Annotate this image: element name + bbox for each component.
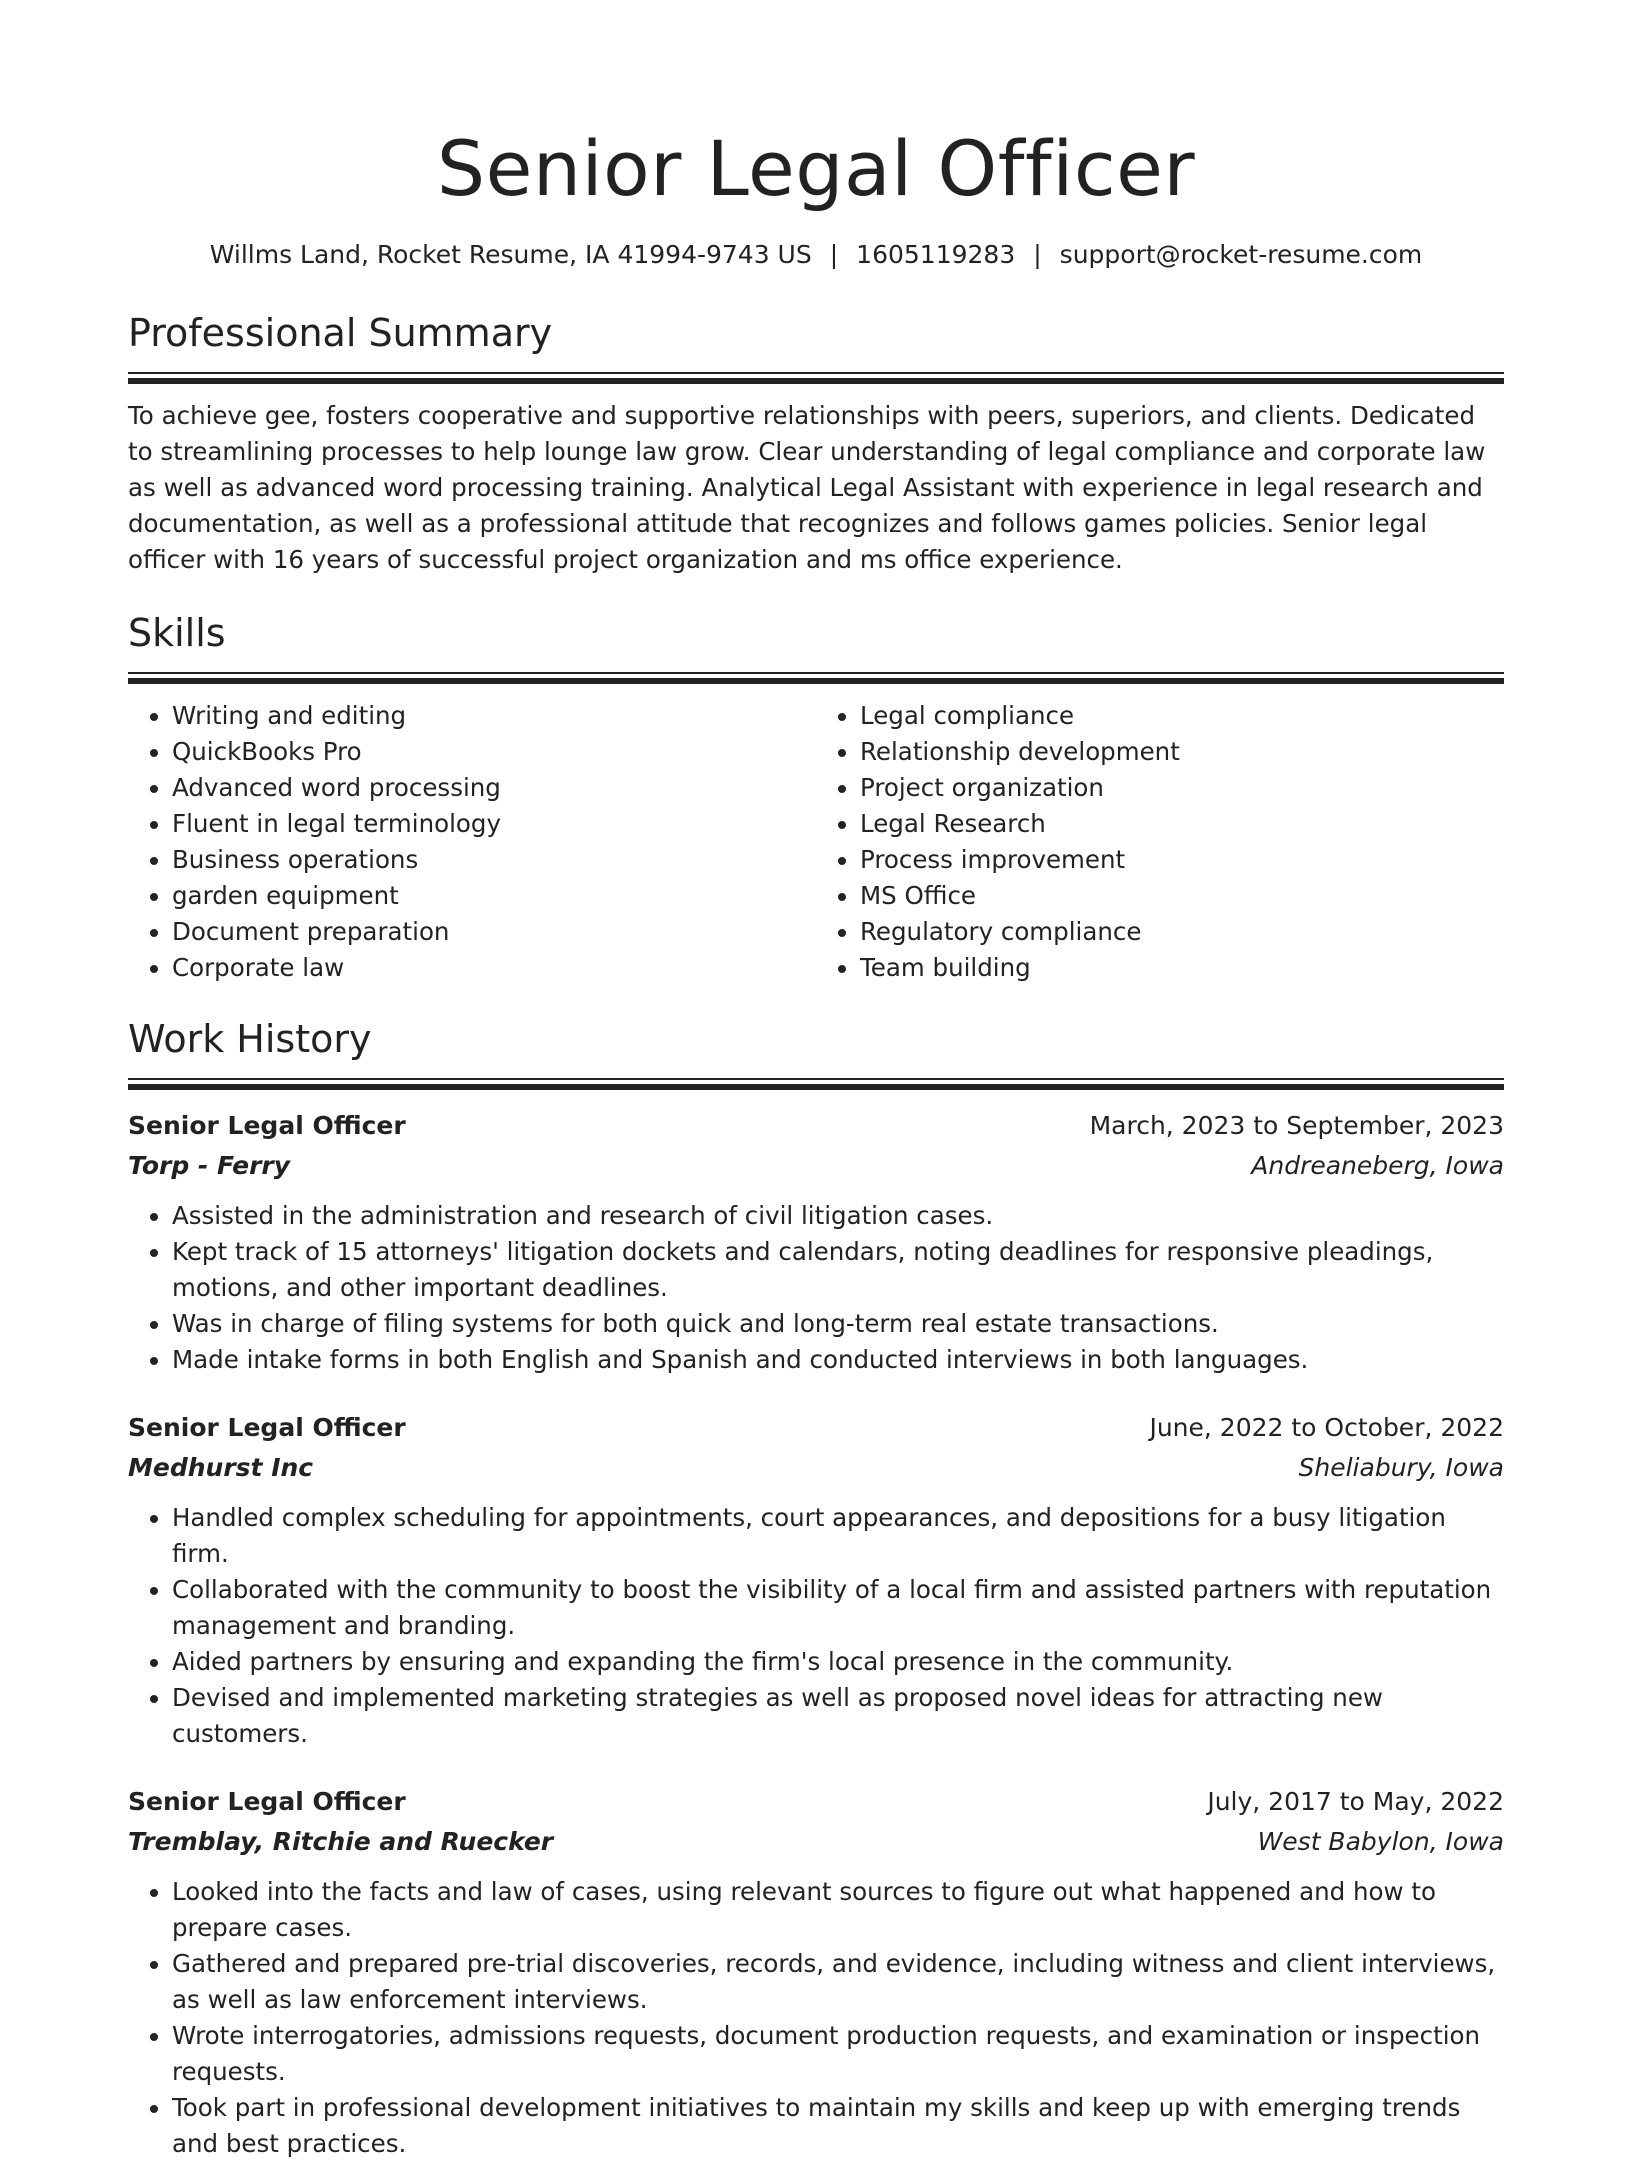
- skills-list-right: [816, 698, 1504, 986]
- section-divider: [128, 372, 1504, 384]
- job-entry: [128, 1408, 1504, 1752]
- contact-address: Willms Land, Rocket Resume, IA 41994-9743 US: [209, 240, 812, 269]
- contact-separator: |: [1033, 240, 1042, 269]
- skill-item: • Legal Research: [860, 806, 1504, 842]
- job-bullets: [128, 1500, 1504, 1752]
- job-bullet: • Was in charge of filing systems for both quick and long-term real estate transactions.: [172, 1306, 1504, 1342]
- skill-item: • Team building: [860, 950, 1504, 986]
- skills-list-left: [128, 698, 816, 986]
- job-location: Sheliabury, Iowa: [1298, 1453, 1504, 1482]
- job-bullets: [128, 1198, 1504, 1378]
- job-company-row: [128, 1822, 1504, 1862]
- summary-heading: Professional Summary: [128, 311, 553, 355]
- skill-item: • Process improvement: [860, 842, 1504, 878]
- skill-item: • Regulatory compliance: [860, 914, 1504, 950]
- job-bullet: • Devised and implemented marketing strategies as well as proposed novel ideas for attracting new customers.: [172, 1680, 1504, 1752]
- job-company-row: [128, 1146, 1504, 1186]
- job-title: Senior Legal Officer: [128, 1111, 406, 1140]
- job-dates: March, 2023 to September, 2023: [1089, 1111, 1504, 1140]
- resume-page: [128, 0, 1504, 2162]
- page-title: Senior Legal Officer: [436, 124, 1196, 213]
- job-bullets: [128, 1874, 1504, 2162]
- job-header-row: [128, 1782, 1504, 1822]
- job-company: Torp - Ferry: [128, 1151, 291, 1180]
- skill-item: • Business operations: [172, 842, 816, 878]
- contact-email: support@rocket-resume.com: [1059, 240, 1423, 269]
- contact-line: [128, 238, 1504, 272]
- job-header-row: [128, 1106, 1504, 1146]
- skill-item: • Advanced word processing: [172, 770, 816, 806]
- job-header-row: [128, 1408, 1504, 1448]
- skills-columns: [128, 698, 1504, 986]
- job-title: Senior Legal Officer: [128, 1787, 406, 1816]
- job-bullet: • Handled complex scheduling for appointments, court appearances, and depositions for a busy litigation firm.: [172, 1500, 1504, 1572]
- job-bullet: • Assisted in the administration and research of civil litigation cases.: [172, 1198, 1504, 1234]
- skills-section: [128, 608, 1504, 986]
- job-bullet: • Made intake forms in both English and Spanish and conducted interviews in both languages.: [172, 1342, 1504, 1378]
- job-location: West Babylon, Iowa: [1257, 1827, 1504, 1856]
- job-title: Senior Legal Officer: [128, 1413, 406, 1442]
- summary-section: [128, 308, 1504, 578]
- job-entry: [128, 1106, 1504, 1378]
- job-entry: [128, 1782, 1504, 2162]
- skill-item: • Relationship development: [860, 734, 1504, 770]
- summary-text: To achieve gee, fosters cooperative and supportive relationships with peers, superiors, and clients. Dedicated to streamlining processes to help lounge law grow. Clear understanding of legal compliance and corporate law as well as advanced word processing training. Analytical Legal Assistant with experience in legal research and documentation, as well as a professional attitude that recognizes and follows games policies. Senior legal officer with 16 years of successful project organization and ms office experience.: [128, 401, 1486, 574]
- contact-phone: 1605119283: [856, 240, 1016, 269]
- job-bullet: • Looked into the facts and law of cases, using relevant sources to figure out what happened and how to prepare cases.: [172, 1874, 1504, 1946]
- skills-heading: Skills: [128, 611, 226, 655]
- job-bullet: • Collaborated with the community to boost the visibility of a local firm and assisted partners with reputation management and branding.: [172, 1572, 1504, 1644]
- job-location: Andreaneberg, Iowa: [1251, 1151, 1504, 1180]
- section-divider: [128, 672, 1504, 684]
- job-dates: July, 2017 to May, 2022: [1207, 1787, 1504, 1816]
- skill-item: • garden equipment: [172, 878, 816, 914]
- skill-item: • MS Office: [860, 878, 1504, 914]
- skill-item: • Document preparation: [172, 914, 816, 950]
- skill-item: • Fluent in legal terminology: [172, 806, 816, 842]
- skill-item: • Writing and editing: [172, 698, 816, 734]
- contact-separator: |: [829, 240, 839, 269]
- job-company-row: [128, 1448, 1504, 1488]
- job-bullet: • Gathered and prepared pre-trial discoveries, records, and evidence, including witness and client interviews, as well as law enforcement interviews.: [172, 1946, 1504, 2018]
- work-history-heading: Work History: [128, 1017, 372, 1061]
- job-company: Medhurst Inc: [128, 1453, 314, 1482]
- skill-item: • QuickBooks Pro: [172, 734, 816, 770]
- job-bullet: • Took part in professional development initiatives to maintain my skills and keep up with emerging trends and best practices.: [172, 2090, 1504, 2162]
- job-dates: June, 2022 to October, 2022: [1149, 1413, 1504, 1442]
- skill-item: • Corporate law: [172, 950, 816, 986]
- job-bullet: • Wrote interrogatories, admissions requests, document production requests, and examination or inspection requests.: [172, 2018, 1504, 2090]
- skill-item: • Legal compliance: [860, 698, 1504, 734]
- section-divider: [128, 1078, 1504, 1090]
- job-company: Tremblay, Ritchie and Ruecker: [128, 1827, 554, 1856]
- job-bullet: • Aided partners by ensuring and expanding the firm's local presence in the community.: [172, 1644, 1504, 1680]
- skill-item: • Project organization: [860, 770, 1504, 806]
- job-bullet: • Kept track of 15 attorneys' litigation dockets and calendars, noting deadlines for responsive pleadings, motions, and other important deadlines.: [172, 1234, 1504, 1306]
- work-history-section: [128, 1014, 1504, 2162]
